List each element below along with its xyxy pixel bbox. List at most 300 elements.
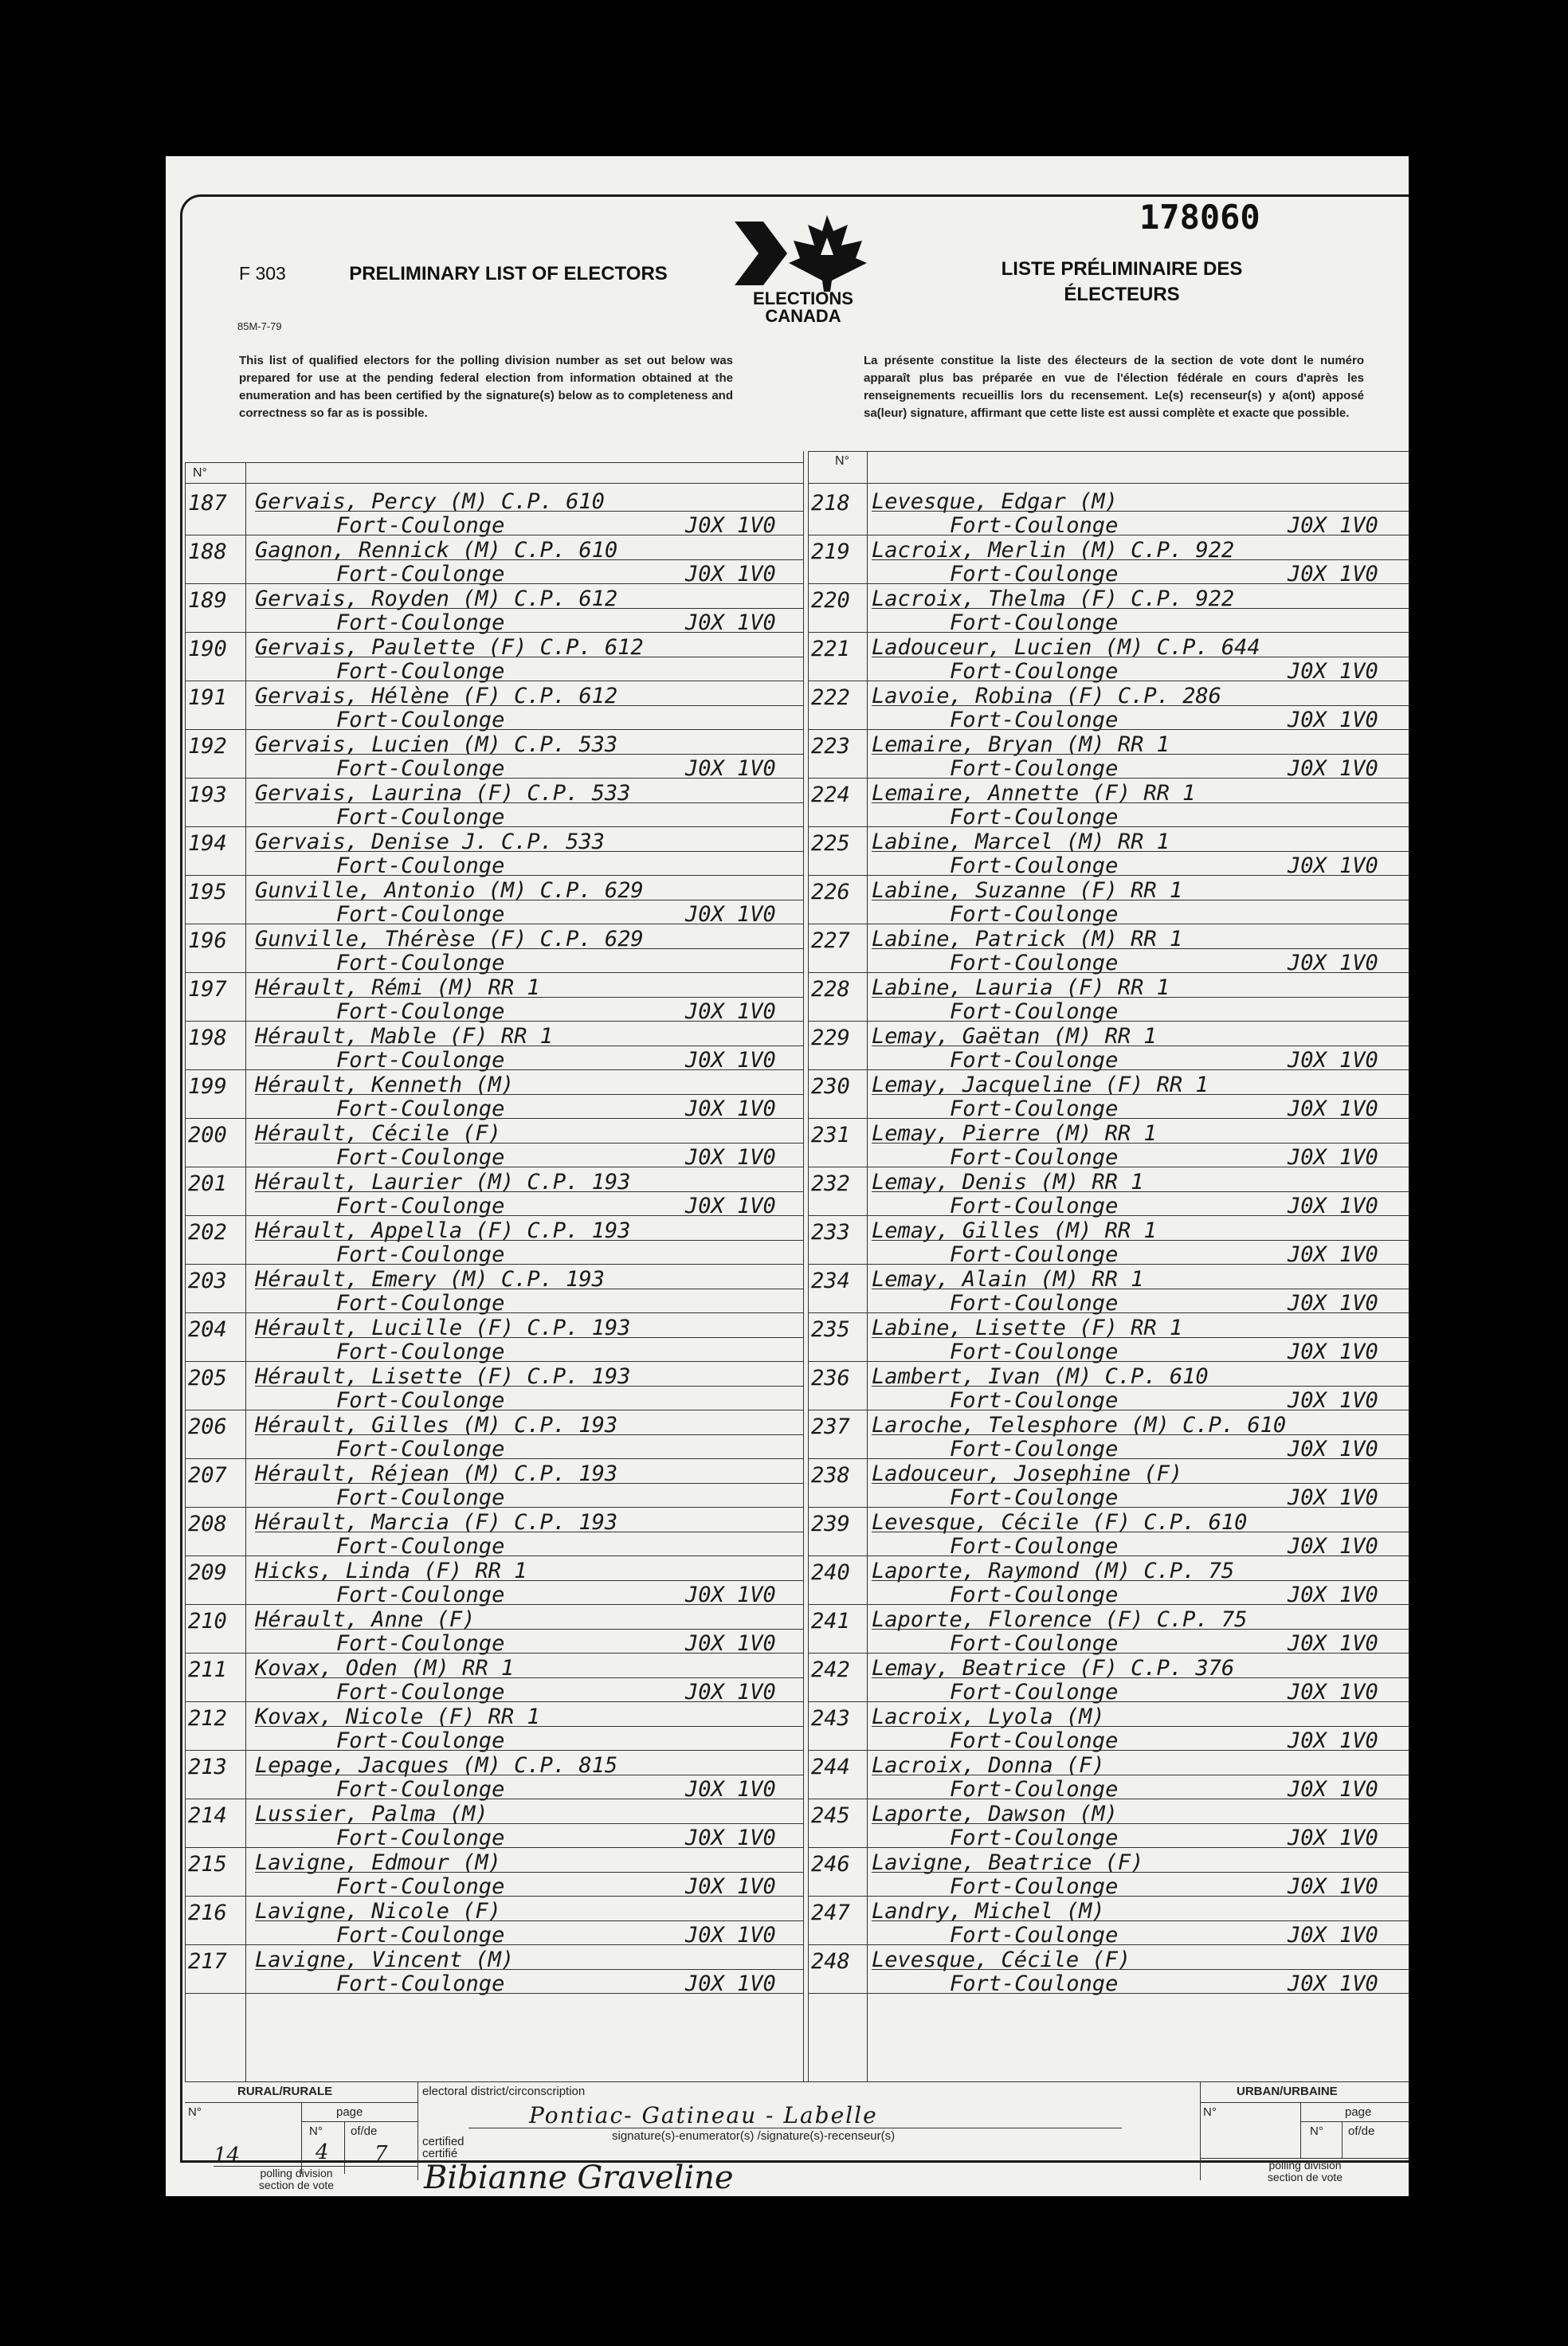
elector-town: Fort-Coulonge bbox=[950, 1485, 1119, 1510]
elector-number: 217 bbox=[188, 1949, 227, 1974]
elector-town: Fort-Coulonge bbox=[336, 659, 505, 684]
elector-row bbox=[185, 1653, 803, 1705]
elector-postal-code: J0X 1V0 bbox=[685, 1145, 776, 1170]
name-line bbox=[255, 1629, 803, 1630]
rural-label: RURAL/RURALE bbox=[237, 2085, 333, 2098]
elector-town: Fort-Coulonge bbox=[950, 999, 1119, 1024]
elector-town: Fort-Coulonge bbox=[950, 756, 1119, 781]
elector-town: Fort-Coulonge bbox=[950, 1874, 1119, 1899]
elector-town: Fort-Coulonge bbox=[950, 951, 1119, 975]
elector-name: Laporte, Dawson (M) bbox=[872, 1802, 1118, 1826]
elector-name: Labine, Marcel (M) RR 1 bbox=[872, 830, 1170, 854]
name-line bbox=[872, 705, 1409, 706]
elector-town: Fort-Coulonge bbox=[950, 1388, 1119, 1413]
elector-number: 215 bbox=[188, 1852, 227, 1877]
polling-division-label-en: polling division bbox=[260, 2167, 333, 2179]
name-line bbox=[872, 608, 1409, 609]
certified-label bbox=[422, 2136, 465, 2160]
elector-town: Fort-Coulonge bbox=[950, 1340, 1119, 1364]
name-line bbox=[255, 997, 803, 998]
elector-number: 194 bbox=[188, 831, 227, 856]
elector-row bbox=[808, 826, 1409, 878]
name-line bbox=[872, 997, 1409, 998]
elector-row bbox=[808, 1021, 1409, 1073]
elector-town: Fort-Coulonge bbox=[950, 1096, 1119, 1121]
form-revision: 85M-7-79 bbox=[237, 320, 282, 332]
elector-row bbox=[185, 924, 803, 975]
elector-town: Fort-Coulonge bbox=[336, 1096, 505, 1121]
elector-row bbox=[808, 1556, 1409, 1607]
elector-postal-code: J0X 1V0 bbox=[685, 1048, 776, 1073]
elector-town: Fort-Coulonge bbox=[336, 1971, 505, 1996]
elector-number: 231 bbox=[811, 1123, 850, 1148]
name-line bbox=[255, 1483, 803, 1484]
elector-town: Fort-Coulonge bbox=[336, 805, 505, 830]
polling-division-label-fr: section de vote bbox=[258, 2179, 335, 2191]
elector-row bbox=[808, 729, 1409, 781]
elector-town: Fort-Coulonge bbox=[336, 562, 505, 586]
elector-name: Laporte, Raymond (M) C.P. 75 bbox=[872, 1559, 1235, 1583]
elector-town: Fort-Coulonge bbox=[950, 805, 1119, 830]
elector-town: Fort-Coulonge bbox=[336, 951, 505, 975]
right-header-bottom bbox=[808, 483, 1409, 484]
elector-name: Hérault, Marcia (F) C.P. 193 bbox=[255, 1510, 618, 1535]
elector-name: Hérault, Appella (F) C.P. 193 bbox=[255, 1218, 631, 1243]
elector-row bbox=[185, 1410, 803, 1461]
elector-row bbox=[808, 1264, 1409, 1316]
elector-postal-code: J0X 1V0 bbox=[685, 562, 776, 586]
elector-row bbox=[185, 632, 803, 684]
elector-name: Lavigne, Edmour (M) bbox=[255, 1850, 501, 1875]
logo-text-en: ELECTIONS bbox=[753, 288, 853, 308]
elector-row bbox=[185, 1264, 803, 1316]
name-line bbox=[872, 1143, 1409, 1144]
name-line bbox=[255, 1969, 803, 1970]
name-line bbox=[872, 511, 1409, 512]
name-line bbox=[255, 705, 803, 706]
elector-town: Fort-Coulonge bbox=[950, 1971, 1119, 1996]
page-number: 4 bbox=[316, 2140, 329, 2164]
intro-fr: La présente constitue la liste des électeurs de la section de vote dont le numéro apparaît plus bas préparée en vue de l'élection fédérale en cours d'après les renseignements recueillis lors du recensement. Le(s) recenseur(s) y a(ont) apposé sa(leur) signature, affirmant que cette liste est aussi complète et exacte que possible. bbox=[864, 354, 1364, 420]
elector-postal-code: J0X 1V0 bbox=[1288, 1680, 1378, 1705]
name-line bbox=[872, 1969, 1409, 1970]
name-line bbox=[872, 1386, 1409, 1387]
elector-town: Fort-Coulonge bbox=[950, 902, 1119, 927]
signature-label: signature(s)-enumerator(s) /signature(s)-recenseur(s) bbox=[612, 2129, 896, 2143]
elector-name: Hérault, Kenneth (M) bbox=[255, 1073, 515, 1097]
elector-number: 191 bbox=[188, 685, 227, 710]
urban-polling-division-label bbox=[1249, 2160, 1361, 2183]
elector-town: Fort-Coulonge bbox=[950, 562, 1119, 586]
elector-row bbox=[185, 1167, 803, 1218]
elector-town: Fort-Coulonge bbox=[336, 1242, 505, 1267]
elector-postal-code: J0X 1V0 bbox=[1288, 1534, 1378, 1559]
elector-row bbox=[808, 1653, 1409, 1705]
rural-page-no-label: N° bbox=[309, 2124, 323, 2138]
elector-row bbox=[808, 1458, 1409, 1510]
name-line bbox=[255, 851, 803, 852]
elector-number: 211 bbox=[188, 1658, 227, 1682]
name-line bbox=[255, 1386, 803, 1387]
elector-town: Fort-Coulonge bbox=[336, 756, 505, 781]
elector-number: 241 bbox=[811, 1609, 850, 1634]
elector-town: Fort-Coulonge bbox=[336, 1680, 505, 1705]
urban-page-divider bbox=[1300, 2102, 1301, 2158]
elector-row bbox=[808, 486, 1409, 538]
elector-postal-code: J0X 1V0 bbox=[685, 1923, 776, 1948]
elector-name: Hérault, Anne (F) bbox=[255, 1607, 476, 1632]
elector-number: 199 bbox=[188, 1074, 227, 1099]
elector-name: Hicks, Linda (F) RR 1 bbox=[255, 1559, 527, 1583]
elector-number: 226 bbox=[811, 880, 850, 904]
rural-no-label: N° bbox=[188, 2105, 202, 2119]
name-line bbox=[872, 1629, 1409, 1630]
elector-name: Gagnon, Rennick (M) C.P. 610 bbox=[255, 538, 618, 563]
name-line bbox=[872, 1920, 1409, 1921]
name-line bbox=[255, 754, 803, 755]
elector-row bbox=[185, 583, 803, 635]
name-line bbox=[872, 1823, 1409, 1824]
elector-number: 239 bbox=[811, 1512, 850, 1536]
elector-row bbox=[808, 1750, 1409, 1802]
elector-postal-code: J0X 1V0 bbox=[1288, 1485, 1378, 1510]
name-line bbox=[872, 1677, 1409, 1678]
elector-postal-code: J0X 1V0 bbox=[685, 1680, 776, 1705]
elector-name: Lacroix, Thelma (F) C.P. 922 bbox=[872, 586, 1235, 611]
elector-name: Hérault, Rémi (M) RR 1 bbox=[255, 975, 540, 1000]
elector-town: Fort-Coulonge bbox=[336, 1485, 505, 1510]
elector-town: Fort-Coulonge bbox=[950, 1680, 1119, 1705]
elector-number: 221 bbox=[811, 637, 850, 661]
row-line bbox=[185, 1993, 803, 1994]
elector-town: Fort-Coulonge bbox=[336, 610, 505, 635]
elector-postal-code: J0X 1V0 bbox=[1288, 1583, 1378, 1607]
urban-subline bbox=[1200, 2102, 1409, 2103]
elector-postal-code: J0X 1V0 bbox=[1288, 1874, 1378, 1899]
elector-name: Hérault, Lucille (F) C.P. 193 bbox=[255, 1316, 631, 1340]
elector-number: 230 bbox=[811, 1074, 850, 1099]
right-number-header: N° bbox=[835, 454, 849, 468]
elector-postal-code: J0X 1V0 bbox=[1288, 708, 1378, 732]
elector-number: 196 bbox=[188, 928, 227, 953]
elector-row bbox=[808, 1118, 1409, 1170]
center-divider-a bbox=[803, 451, 804, 2081]
elector-town: Fort-Coulonge bbox=[336, 1583, 505, 1607]
name-line bbox=[255, 1920, 803, 1921]
elector-number: 200 bbox=[188, 1123, 227, 1148]
elector-name: Lemay, Denis (M) RR 1 bbox=[872, 1170, 1144, 1195]
elector-postal-code: J0X 1V0 bbox=[685, 756, 776, 781]
elector-name: Lavigne, Vincent (M) bbox=[255, 1948, 515, 1972]
name-line bbox=[872, 1191, 1409, 1192]
elector-row bbox=[808, 535, 1409, 586]
elector-row bbox=[808, 1167, 1409, 1218]
urban-page-line bbox=[1300, 2121, 1409, 2122]
elector-town: Fort-Coulonge bbox=[950, 1826, 1119, 1850]
elector-number: 219 bbox=[811, 539, 850, 564]
elector-postal-code: J0X 1V0 bbox=[685, 1777, 776, 1802]
title-fr: LISTE PRÉLIMINAIRE DES ÉLECTEURS bbox=[1001, 258, 1243, 305]
elector-number: 238 bbox=[811, 1463, 850, 1488]
rural-page-line bbox=[301, 2121, 417, 2122]
elector-name: Hérault, Lisette (F) C.P. 193 bbox=[255, 1364, 631, 1389]
elector-row bbox=[185, 1604, 803, 1656]
name-line bbox=[255, 1191, 803, 1192]
elector-number: 224 bbox=[811, 783, 850, 807]
name-line bbox=[255, 608, 803, 609]
elector-name: Levesque, Cécile (F) C.P. 610 bbox=[872, 1510, 1248, 1535]
elector-town: Fort-Coulonge bbox=[336, 1048, 505, 1073]
elector-town: Fort-Coulonge bbox=[950, 659, 1119, 684]
elector-number: 192 bbox=[188, 734, 227, 759]
name-line bbox=[255, 1094, 803, 1095]
polling-division-number: 14 bbox=[214, 2144, 241, 2168]
elector-postal-code: J0X 1V0 bbox=[685, 1971, 776, 1996]
elector-name: Gervais, Lucien (M) C.P. 533 bbox=[255, 732, 618, 757]
elector-number: 207 bbox=[188, 1463, 227, 1488]
elector-name: Gervais, Royden (M) C.P. 612 bbox=[255, 586, 618, 611]
elector-number: 233 bbox=[811, 1220, 850, 1245]
elector-row bbox=[185, 1701, 803, 1753]
elector-row bbox=[808, 583, 1409, 635]
elector-name: Gervais, Paulette (F) C.P. 612 bbox=[255, 635, 644, 660]
elector-postal-code: J0X 1V0 bbox=[1288, 1340, 1378, 1364]
certified-label-en: certified bbox=[422, 2135, 465, 2148]
elector-row bbox=[185, 486, 803, 538]
name-line bbox=[872, 948, 1409, 949]
elector-number: 188 bbox=[188, 539, 227, 564]
elector-number: 220 bbox=[811, 588, 850, 613]
elector-postal-code: J0X 1V0 bbox=[685, 1096, 776, 1121]
elector-postal-code: J0X 1V0 bbox=[685, 513, 776, 538]
name-line bbox=[255, 1677, 803, 1678]
elector-town: Fort-Coulonge bbox=[336, 902, 505, 927]
elector-name: Lambert, Ivan (M) C.P. 610 bbox=[872, 1364, 1209, 1389]
elector-postal-code: J0X 1V0 bbox=[685, 1631, 776, 1656]
elector-name: Lemay, Gaëtan (M) RR 1 bbox=[872, 1024, 1157, 1049]
elector-town: Fort-Coulonge bbox=[950, 708, 1119, 732]
elector-row bbox=[808, 1799, 1409, 1850]
name-line bbox=[872, 754, 1409, 755]
elector-postal-code: J0X 1V0 bbox=[685, 1583, 776, 1607]
elector-town: Fort-Coulonge bbox=[336, 1291, 505, 1316]
urban-page-no-label: N° bbox=[1310, 2124, 1323, 2138]
elector-postal-code: J0X 1V0 bbox=[1288, 951, 1378, 975]
left-header-top bbox=[185, 462, 803, 463]
elector-town: Fort-Coulonge bbox=[336, 1388, 505, 1413]
district-value: Pontiac- Gatineau - Labelle bbox=[529, 2102, 878, 2128]
elector-postal-code: J0X 1V0 bbox=[1288, 1242, 1378, 1267]
footer-top-line bbox=[185, 2081, 1409, 2082]
elector-postal-code: J0X 1V0 bbox=[1288, 1971, 1378, 1996]
name-line bbox=[872, 559, 1409, 560]
elector-number: 240 bbox=[811, 1560, 850, 1585]
elector-row bbox=[185, 875, 803, 927]
elector-number: 236 bbox=[811, 1366, 850, 1391]
elector-town: Fort-Coulonge bbox=[336, 1874, 505, 1899]
name-line bbox=[255, 948, 803, 949]
name-line bbox=[255, 1240, 803, 1241]
elector-number: 214 bbox=[188, 1803, 227, 1828]
elector-number: 227 bbox=[811, 928, 850, 953]
title-en: PRELIMINARY LIST OF ELECTORS bbox=[349, 263, 668, 284]
elector-postal-code: J0X 1V0 bbox=[1288, 1048, 1378, 1073]
enumerator-signature: Bibianne Graveline bbox=[424, 2160, 734, 2196]
elector-number: 228 bbox=[811, 977, 850, 1002]
elector-town: Fort-Coulonge bbox=[950, 1194, 1119, 1218]
elector-row bbox=[808, 1507, 1409, 1559]
elector-name: Levesque, Edgar (M) bbox=[872, 489, 1118, 514]
district-label: electoral district/circonscription bbox=[422, 2085, 586, 2098]
name-line bbox=[255, 1872, 803, 1873]
elector-postal-code: J0X 1V0 bbox=[1288, 1631, 1378, 1656]
elector-number: 229 bbox=[811, 1026, 850, 1050]
elector-name: Labine, Suzanne (F) RR 1 bbox=[872, 878, 1183, 903]
elector-name: Ladouceur, Lucien (M) C.P. 644 bbox=[872, 635, 1260, 660]
elector-row bbox=[808, 1896, 1409, 1948]
elector-name: Lacroix, Lyola (M) bbox=[872, 1705, 1105, 1729]
elector-postal-code: J0X 1V0 bbox=[1288, 1777, 1378, 1802]
elector-number: 234 bbox=[811, 1269, 850, 1293]
elector-town: Fort-Coulonge bbox=[336, 1194, 505, 1218]
logo-text-fr: CANADA bbox=[765, 306, 841, 326]
elector-name: Gervais, Hélène (F) C.P. 612 bbox=[255, 684, 618, 708]
elector-name: Lacroix, Merlin (M) C.P. 922 bbox=[872, 538, 1235, 563]
elector-name: Lemay, Gilles (M) RR 1 bbox=[872, 1218, 1157, 1243]
elector-row bbox=[185, 681, 803, 732]
elector-name: Kovax, Oden (M) RR 1 bbox=[255, 1656, 515, 1681]
elector-row bbox=[185, 729, 803, 781]
name-line bbox=[255, 1823, 803, 1824]
elector-row bbox=[808, 1361, 1409, 1413]
elector-town: Fort-Coulonge bbox=[336, 1923, 505, 1948]
urban-label: URBAN/URBAINE bbox=[1237, 2085, 1338, 2098]
name-line bbox=[872, 1434, 1409, 1435]
elector-row bbox=[185, 1312, 803, 1364]
elector-number: 244 bbox=[811, 1755, 850, 1779]
elector-row bbox=[808, 1410, 1409, 1461]
elector-number: 208 bbox=[188, 1512, 227, 1536]
elector-name: Landry, Michel (M) bbox=[872, 1899, 1105, 1924]
elector-name: Gunville, Antonio (M) C.P. 629 bbox=[255, 878, 644, 903]
elector-number: 248 bbox=[811, 1949, 850, 1974]
elector-number: 235 bbox=[811, 1317, 850, 1342]
elector-postal-code: J0X 1V0 bbox=[685, 610, 776, 635]
name-line bbox=[255, 1143, 803, 1144]
elector-row bbox=[808, 875, 1409, 927]
elector-row bbox=[808, 1604, 1409, 1656]
elector-name: Labine, Lisette (F) RR 1 bbox=[872, 1316, 1183, 1340]
elector-number: 216 bbox=[188, 1901, 227, 1925]
left-number-header: N° bbox=[193, 466, 207, 480]
elector-row bbox=[185, 1069, 803, 1121]
elector-number: 213 bbox=[188, 1755, 227, 1779]
elector-number: 212 bbox=[188, 1706, 227, 1731]
elector-name: Lavigne, Beatrice (F) bbox=[872, 1850, 1144, 1875]
elector-postal-code: J0X 1V0 bbox=[1288, 1923, 1378, 1948]
elector-name: Lussier, Palma (M) bbox=[255, 1802, 488, 1826]
elector-row bbox=[185, 1021, 803, 1073]
page-total: 7 bbox=[374, 2142, 388, 2166]
elector-number: 189 bbox=[188, 588, 227, 613]
urban-no-label: N° bbox=[1203, 2105, 1217, 2119]
name-line bbox=[872, 1337, 1409, 1338]
elector-name: Gervais, Percy (M) C.P. 610 bbox=[255, 489, 605, 514]
elector-postal-code: J0X 1V0 bbox=[1288, 659, 1378, 684]
elector-row bbox=[185, 972, 803, 1024]
elector-name: Lacroix, Donna (F) bbox=[872, 1753, 1105, 1778]
elector-town: Fort-Coulonge bbox=[336, 1777, 505, 1802]
elector-postal-code: J0X 1V0 bbox=[685, 1194, 776, 1218]
elector-town: Fort-Coulonge bbox=[950, 1534, 1119, 1559]
elector-row bbox=[808, 1701, 1409, 1753]
elector-row bbox=[808, 924, 1409, 975]
elector-name: Gervais, Laurina (F) C.P. 533 bbox=[255, 781, 631, 806]
elector-town: Fort-Coulonge bbox=[950, 513, 1119, 538]
elector-row bbox=[185, 1799, 803, 1850]
urban-polling-division-label-en: polling division bbox=[1268, 2159, 1342, 2171]
elector-postal-code: J0X 1V0 bbox=[1288, 1437, 1378, 1461]
elector-name: Hérault, Gilles (M) C.P. 193 bbox=[255, 1413, 618, 1438]
elector-number: 210 bbox=[188, 1609, 227, 1634]
elector-number: 195 bbox=[188, 880, 227, 904]
elector-town: Fort-Coulonge bbox=[950, 1437, 1119, 1461]
elector-postal-code: J0X 1V0 bbox=[1288, 756, 1378, 781]
name-line bbox=[872, 1240, 1409, 1241]
elector-number: 237 bbox=[811, 1414, 850, 1439]
elector-row bbox=[808, 778, 1409, 830]
elector-town: Fort-Coulonge bbox=[336, 1534, 505, 1559]
elector-town: Fort-Coulonge bbox=[950, 1145, 1119, 1170]
name-line bbox=[255, 1337, 803, 1338]
elector-row bbox=[185, 1215, 803, 1267]
rural-page-label: page bbox=[336, 2105, 363, 2119]
elector-postal-code: J0X 1V0 bbox=[685, 1874, 776, 1899]
elector-name: Gunville, Thérèse (F) C.P. 629 bbox=[255, 927, 644, 951]
elector-number: 243 bbox=[811, 1706, 850, 1731]
elector-row bbox=[808, 1944, 1409, 1996]
elector-postal-code: J0X 1V0 bbox=[685, 1826, 776, 1850]
name-line bbox=[872, 802, 1409, 803]
elector-name: Hérault, Emery (M) C.P. 193 bbox=[255, 1267, 605, 1292]
elector-number: 209 bbox=[188, 1560, 227, 1585]
elector-number: 205 bbox=[188, 1366, 227, 1391]
elector-row bbox=[185, 1118, 803, 1170]
elector-number: 187 bbox=[188, 491, 227, 516]
elector-postal-code: J0X 1V0 bbox=[1288, 562, 1378, 586]
elector-row bbox=[808, 972, 1409, 1024]
elector-number: 242 bbox=[811, 1658, 850, 1682]
elector-town: Fort-Coulonge bbox=[950, 1583, 1119, 1607]
serial-number: 178060 bbox=[1139, 198, 1260, 237]
elector-row bbox=[185, 1507, 803, 1559]
elector-postal-code: J0X 1V0 bbox=[1288, 1388, 1378, 1413]
form-code: F 303 bbox=[239, 263, 286, 284]
elector-row bbox=[185, 1944, 803, 1996]
document-sheet bbox=[166, 156, 1409, 2196]
elector-number: 247 bbox=[811, 1901, 850, 1925]
elector-town: Fort-Coulonge bbox=[336, 1826, 505, 1850]
elector-name: Kovax, Nicole (F) RR 1 bbox=[255, 1705, 540, 1729]
elector-name: Lavoie, Robina (F) C.P. 286 bbox=[872, 684, 1221, 708]
elector-postal-code: J0X 1V0 bbox=[1288, 1728, 1378, 1753]
elector-number: 223 bbox=[811, 734, 850, 759]
elector-number: 193 bbox=[188, 783, 227, 807]
elector-number: 204 bbox=[188, 1317, 227, 1342]
elector-town: Fort-Coulonge bbox=[950, 1728, 1119, 1753]
elector-postal-code: J0X 1V0 bbox=[1288, 513, 1378, 538]
elector-postal-code: J0X 1V0 bbox=[1288, 1096, 1378, 1121]
